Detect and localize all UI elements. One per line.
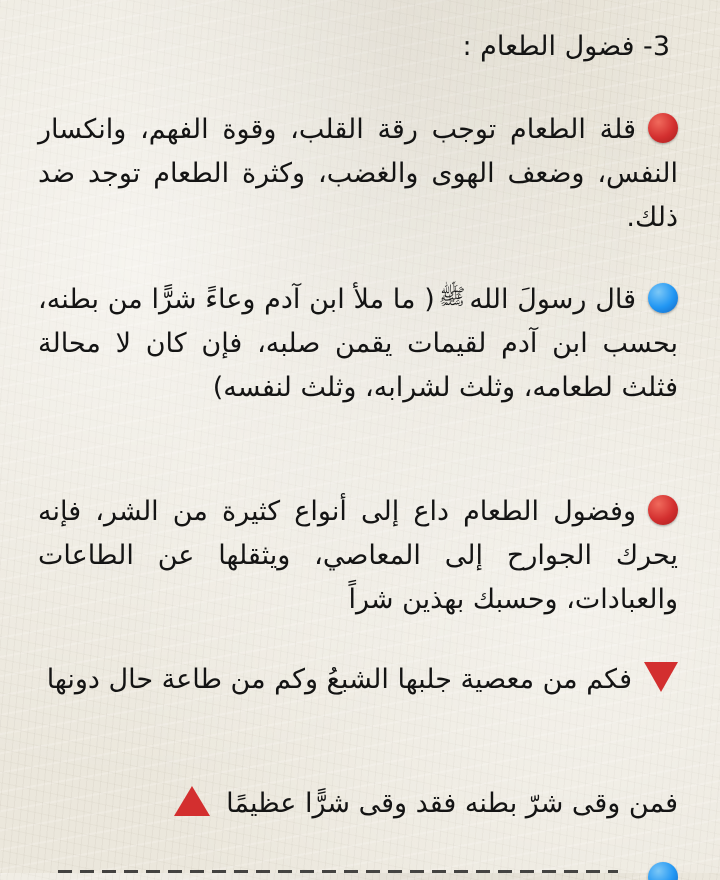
blue-circle-icon — [648, 283, 678, 313]
salawat-honorific-icon: ﷺ — [438, 285, 466, 310]
paragraph-4-text: فكم من معصية جلبها الشبعُ وكم من طاعة حال دونها — [46, 664, 632, 695]
paragraph-2-text-start: قال رسولَ الله — [469, 284, 636, 315]
cut-off-paragraph — [38, 860, 678, 880]
paragraph-1 — [38, 108, 678, 240]
blue-circle-icon — [648, 862, 678, 880]
red-circle-icon — [648, 495, 678, 525]
red-triangle-up-icon — [174, 786, 210, 816]
paragraph-3 — [38, 490, 678, 622]
paragraph-1-text: قلة الطعام توجب رقة القلب، وقوة الفهم، وانكسار النفس، وضعف الهوى والغضب، وكثرة الطعام توجد ضد ذلك. — [38, 114, 678, 233]
red-circle-icon — [648, 113, 678, 143]
paragraph-2-text-end: ( ما ملأ ابن آدم وعاءً شرًّا من بطنه، بحسب ابن آدم لقيمات يقمن صلبه، فإن كان لا محالة فثلث لطعامه، وثلث لشرابه، وثلث لنفسه) — [38, 284, 678, 403]
red-triangle-down-icon — [644, 662, 678, 692]
paragraph-3-text: وفضول الطعام داع إلى أنواع كثيرة من الشر، فإنه يحرك الجوارح إلى المعاصي، ويثقلها عن الطاعات والعبادات، وحسبك بهذين شراً — [38, 496, 678, 615]
paragraph-5 — [38, 782, 678, 826]
paragraph-4 — [38, 658, 678, 702]
section-heading: 3- فضول الطعام : — [462, 31, 670, 62]
paragraph-5-text: فمن وقى شرّ بطنه فقد وقى شرًّا عظيمًا — [226, 788, 678, 819]
paragraph-2 — [38, 276, 678, 410]
